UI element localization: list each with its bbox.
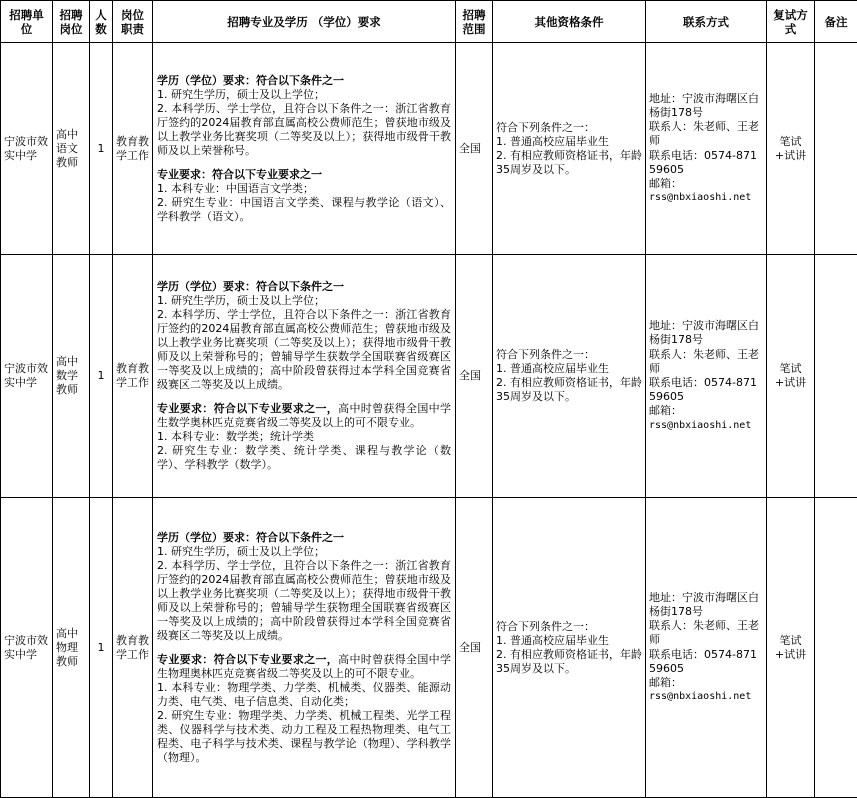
table-row <box>1 255 857 498</box>
header-unit: 招聘单位 <box>1 1 53 43</box>
major-item: 2. 研究生专业：中国语言文学类、课程与教学论（语文）、学科教学（语文）。 <box>157 196 451 224</box>
contact-email[interactable]: rss@nbxiaoshi.net <box>649 419 763 433</box>
edu-title: 学历（学位）要求：符合以下条件之一 <box>157 531 451 545</box>
duty-cell: 教育教学工作 <box>113 255 153 498</box>
major-item: 1. 本科专业：数学类；统计学类 <box>157 430 451 444</box>
count-cell: 1 <box>90 255 113 498</box>
header-count: 人数 <box>90 1 113 43</box>
major-heading <box>157 168 451 182</box>
contact-address: 地址：宁波市海曙区白杨街178号 <box>649 591 763 619</box>
scope-cell: 全国 <box>456 255 493 498</box>
edu-item: 1. 研究生学历，硕士及以上学位； <box>157 88 451 102</box>
header-retest: 复试方式 <box>767 1 815 43</box>
requirements-cell <box>153 43 456 255</box>
other-title: 符合下列条件之一： <box>496 348 642 362</box>
contact-address: 地址：宁波市海曙区白杨街178号 <box>649 92 763 120</box>
table-row <box>1 43 857 255</box>
other-title: 符合下列条件之一： <box>496 620 642 634</box>
remark-cell <box>815 255 857 498</box>
other-item: 1. 普通高校应届毕业生 <box>496 634 642 648</box>
header-position: 招聘岗位 <box>53 1 90 43</box>
other-cell <box>493 43 646 255</box>
duty-cell: 教育教学工作 <box>113 43 153 255</box>
unit-cell: 宁波市效实中学 <box>1 43 53 255</box>
major-note: 高中时曾获得全国中学生数学奥林匹克竞赛省级二等奖及以上的可不限专业。 <box>157 402 451 429</box>
scope-cell: 全国 <box>456 43 493 255</box>
other-cell <box>493 255 646 498</box>
header-remark: 备注 <box>815 1 857 43</box>
major-heading <box>157 402 451 430</box>
position-cell: 高中语文教师 <box>53 43 90 255</box>
contact-email[interactable]: rss@nbxiaoshi.net <box>649 191 763 205</box>
other-item: 2. 有相应教师资格证书，年龄35周岁及以下。 <box>496 648 642 676</box>
edu-title: 学历（学位）要求：符合以下条件之一 <box>157 74 451 88</box>
contact-person: 联系人：朱老师、王老师 <box>649 619 763 647</box>
header-contact: 联系方式 <box>646 1 767 43</box>
contact-email-label: 邮箱： <box>649 404 763 418</box>
other-cell <box>493 498 646 798</box>
other-item: 1. 普通高校应届毕业生 <box>496 135 642 149</box>
header-duty: 岗位职责 <box>113 1 153 43</box>
contact-cell <box>646 43 767 255</box>
edu-item: 2. 本科学历、学士学位，且符合以下条件之一：浙江省教育厅签约的2024届教育部直属高校公费师范生；曾获地市级及以上教学业务比赛奖项（二等奖及以上）；获得地市级骨干教师及以上荣誉称号。 <box>157 102 451 158</box>
other-title: 符合下列条件之一： <box>496 121 642 135</box>
remark-cell <box>815 43 857 255</box>
count-cell: 1 <box>90 43 113 255</box>
edu-item: 2. 本科学历、学士学位，且符合以下条件之一：浙江省教育厅签约的2024届教育部直属高校公费师范生；曾获地市级及以上教学业务比赛奖项（二等奖及以上）；获得地市级骨干教师及以上荣誉称号的；曾辅导学生获数学全国联赛省级赛区一等奖及以上成绩的；高中阶段曾获得过本学科全国竞赛省级赛区二等奖及以上成绩。 <box>157 308 451 392</box>
major-title: 专业要求：符合以下专业要求之一 <box>157 168 322 181</box>
major-heading <box>157 653 451 681</box>
requirements-cell <box>153 498 456 798</box>
edu-item: 1. 研究生学历，硕士及以上学位； <box>157 294 451 308</box>
contact-phone: 联系电话：0574-87159605 <box>649 149 763 177</box>
retest-cell: 笔试+试讲 <box>767 43 815 255</box>
unit-cell: 宁波市效实中学 <box>1 255 53 498</box>
retest-cell: 笔试+试讲 <box>767 255 815 498</box>
requirements-cell <box>153 255 456 498</box>
contact-address: 地址：宁波市海曙区白杨街178号 <box>649 319 763 347</box>
edu-item: 1. 研究生学历，硕士及以上学位； <box>157 545 451 559</box>
contact-cell <box>646 255 767 498</box>
count-cell: 1 <box>90 498 113 798</box>
edu-title: 学历（学位）要求：符合以下条件之一 <box>157 280 451 294</box>
contact-person: 联系人：朱老师、王老师 <box>649 120 763 148</box>
remark-cell <box>815 498 857 798</box>
header-other: 其他资格条件 <box>493 1 646 43</box>
major-title: 专业要求：符合以下专业要求之一， <box>157 653 338 666</box>
retest-cell: 笔试+试讲 <box>767 498 815 798</box>
contact-phone: 联系电话：0574-87159605 <box>649 648 763 676</box>
duty-cell: 教育教学工作 <box>113 498 153 798</box>
unit-cell: 宁波市效实中学 <box>1 498 53 798</box>
position-cell: 高中数学教师 <box>53 255 90 498</box>
major-item: 1. 本科专业：物理学类、力学类、机械类、仪器类、能源动力类、电气类、电子信息类、自动化类； <box>157 681 451 709</box>
header-scope: 招聘范围 <box>456 1 493 43</box>
scope-cell: 全国 <box>456 498 493 798</box>
other-item: 2. 有相应教师资格证书，年龄35周岁及以下。 <box>496 149 642 177</box>
header-major: 招聘专业及学历 （学位）要求 <box>153 1 456 43</box>
contact-phone: 联系电话：0574-87159605 <box>649 376 763 404</box>
contact-cell <box>646 498 767 798</box>
major-item: 1. 本科专业：中国语言文学类； <box>157 182 451 196</box>
contact-email-label: 邮箱： <box>649 676 763 690</box>
major-item: 2. 研究生专业：物理学类、力学类、机械工程类、光学工程类、仪器科学与技术类、动力工程及工程热物理类、电气工程类、电子科学与技术类、课程与教学论（物理）、学科教学（物理）。 <box>157 709 451 765</box>
major-note: 高中时曾获得全国中学生物理奥林匹克竞赛省级二等奖及以上的可不限专业。 <box>157 653 451 680</box>
edu-item: 2. 本科学历、学士学位，且符合以下条件之一：浙江省教育厅签约的2024届教育部直属高校公费师范生；曾获地市级及以上教学业务比赛奖项（二等奖及以上）；获得地市级骨干教师及以上荣誉称号的；曾辅导学生获物理全国联赛省级赛区一等奖及以上成绩的；高中阶段曾获得过本学科全国竞赛省级赛区二等奖及以上成绩。 <box>157 559 451 643</box>
major-title: 专业要求：符合以下专业要求之一， <box>157 402 338 415</box>
position-cell: 高中物理教师 <box>53 498 90 798</box>
contact-email[interactable]: rss@nbxiaoshi.net <box>649 690 763 704</box>
other-item: 2. 有相应教师资格证书，年龄35周岁及以下。 <box>496 376 642 404</box>
table-row <box>1 498 857 798</box>
contact-person: 联系人：朱老师、王老师 <box>649 348 763 376</box>
other-item: 1. 普通高校应届毕业生 <box>496 362 642 376</box>
contact-email-label: 邮箱： <box>649 177 763 191</box>
header-row <box>1 1 857 43</box>
major-item: 2. 研究生专业：数学类、统计学类、课程与教学论（数学）、学科教学（数学）。 <box>157 444 451 472</box>
